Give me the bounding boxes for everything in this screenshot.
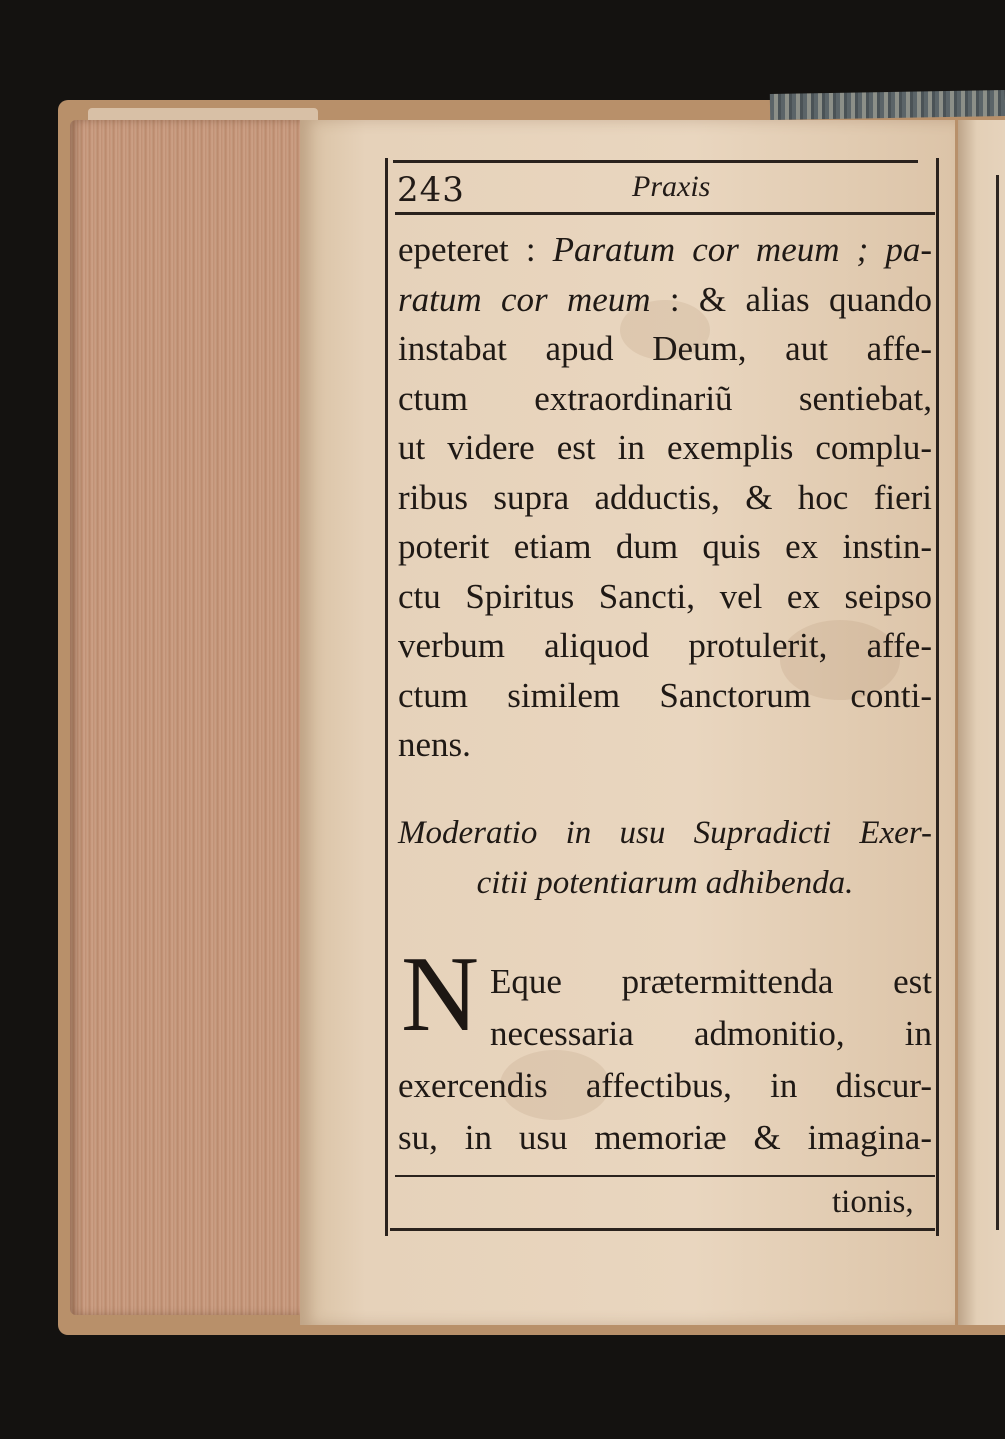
page-number: 243 bbox=[397, 170, 465, 210]
decorated-initial: N bbox=[401, 935, 479, 1054]
text-line: necessaria admonitio, in bbox=[490, 1014, 932, 1053]
second-paragraph bbox=[398, 956, 932, 1164]
heading-line: citii potentiarum adhibenda. bbox=[476, 865, 854, 901]
section-heading bbox=[398, 808, 932, 908]
running-head: Praxis bbox=[632, 170, 711, 203]
text-line: exercendis affectibus, in discur- bbox=[398, 1066, 932, 1105]
text-line: poterit etiam dum quis ex instin- bbox=[398, 527, 932, 566]
text-line: ribus supra adductis, & hoc fieri bbox=[398, 477, 932, 517]
text-line: nens. bbox=[398, 725, 471, 764]
text-line: ratum cor meum : & alias quando bbox=[398, 279, 932, 319]
text-line: verbum aliquod protulerit, affe- bbox=[398, 626, 932, 665]
headline-rule bbox=[395, 212, 935, 215]
text-line: instabat apud Deum, aut affe- bbox=[398, 329, 932, 368]
text-line: su, in usu memoriæ & imagina- bbox=[398, 1118, 932, 1157]
catchword: tionis, bbox=[832, 1184, 914, 1220]
text-line: Eque prætermittenda est bbox=[490, 962, 932, 1001]
text-line: epeteret : Paratum cor meum ; pa- bbox=[398, 230, 932, 269]
catchword-rule bbox=[395, 1175, 935, 1177]
text-line: ctu Spiritus Sancti, vel ex seipso bbox=[398, 576, 932, 616]
text-line: ctum similem Sanctorum conti- bbox=[398, 675, 932, 715]
page-fore-edge bbox=[70, 120, 310, 1315]
frame-bottom-rule bbox=[390, 1228, 935, 1231]
text-line: ut videre est in exemplis complu- bbox=[398, 428, 932, 467]
frame-top-rule bbox=[393, 160, 918, 163]
body-paragraph bbox=[398, 225, 932, 770]
recto-frame-rule bbox=[996, 175, 999, 1230]
heading-line: Moderatio in usu Supradicti Exer- bbox=[398, 815, 932, 851]
text-line: ctum extraordinariũ sentiebat, bbox=[398, 378, 932, 418]
book-spine-headband bbox=[770, 90, 1005, 120]
